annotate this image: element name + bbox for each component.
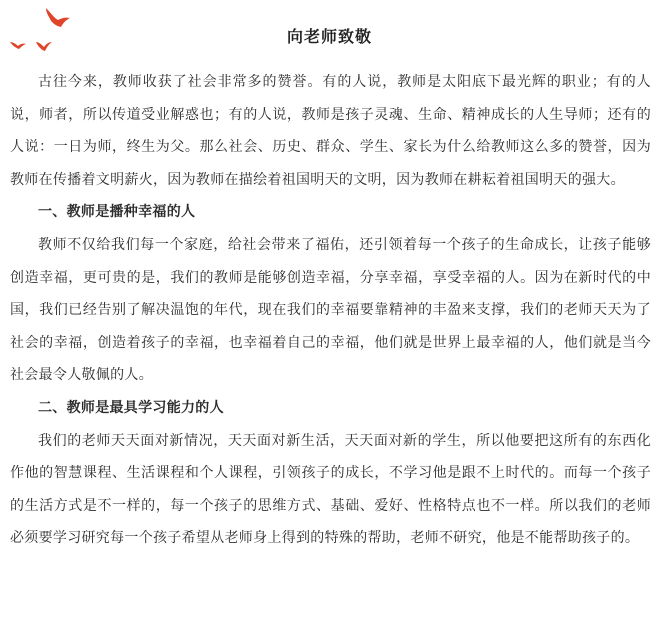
section-paragraph-2: 我们的老师天天面对新情况，天天面对新生活，天天面对新的学生，所以他要把这所有的东西化作他的智慧课程、生活课程和个人课程，引领孩子的成长，不学习他是跟不上时代的。而每一个孩子的生活方式是不一样的，每一个孩子的思维方式、基础、爱好、性格特点也不一样。所以我们的老师必须要学习研究每一个孩子希望从老师身上得到的特殊的帮助，老师不研究，他是不能帮助孩子的。 — [10, 432, 651, 547]
section-paragraph-1: 教师不仅给我们每一个家庭，给社会带来了福佑，还引领着每一个孩子的生命成长，让孩子能够创造幸福，更可贵的是，我们的教师是能够创造幸福，分享幸福，享受幸福的人。因为在新时代的中国，我们已经告别了解决温饱的年代，现在我们的幸福要靠精神的丰盈来支撑，我们的老师天天为了社会的幸福，创造着孩子的幸福，也幸福着自己的幸福，他们就是世界上最幸福的人，他们就是当今社会最令人敬佩的人。 — [10, 236, 651, 384]
section-heading-2: 二、教师是最具学习能力的人 — [38, 399, 224, 416]
article-title: 向老师致敬 — [286, 27, 372, 46]
intro-paragraph: 古往今来，教师收获了社会非常多的赞誉。有的人说，教师是太阳底下最光辉的职业；有的人说，师者，所以传道受业解惑也；有的人说，教师是孩子灵魂、生命、精神成长的人生导师；还有的人说：一日为师，终生为父。那么社会、历史、群众、学生、家长为什么给教师这么多的赞誉，因为教师在传播着文明薪火，因为教师在描绘着祖国明天的文明，因为教师在耕耘着祖国明天的强大。 — [10, 74, 651, 188]
article-body — [10, 66, 651, 555]
section-heading-1: 一、教师是播种幸福的人 — [38, 204, 196, 221]
